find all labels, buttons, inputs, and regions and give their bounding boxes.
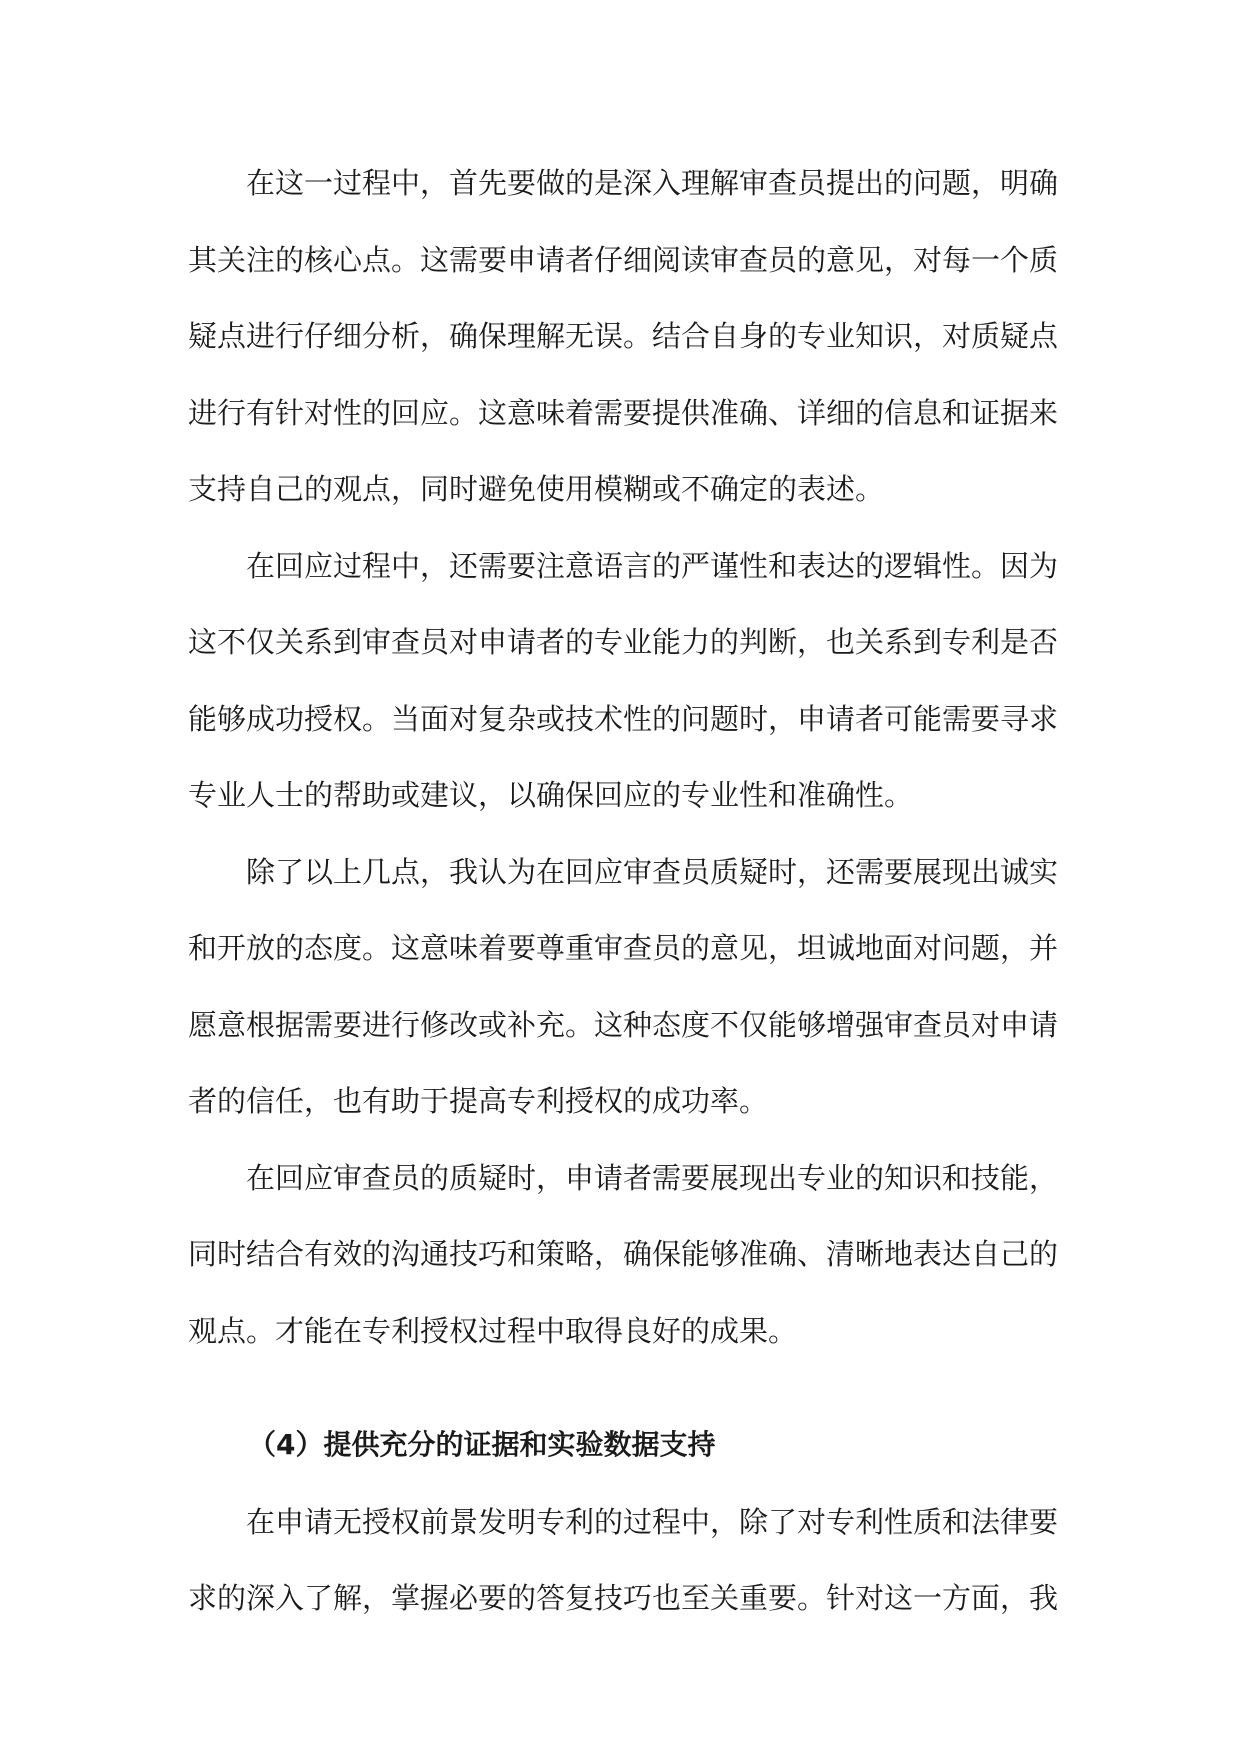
paragraph-2: 在回应过程中，还需要注意语言的严谨性和表达的逻辑性。因为这不仅关系到审查员对申请者的专业能力的判断，也关系到专利是否能够成功授权。当面对复杂或技术性的问题时，申请者可能需要寻求专业人士的帮助或建议，以确保回应的专业性和准确性。 xyxy=(188,548,1059,812)
paragraph-3: 除了以上几点，我认为在回应审查员质疑时，还需要展现出诚实和开放的态度。这意味着要尊重审查员的意见，坦诚地面对问题，并愿意根据需要进行修改或补充。这种态度不仅能够增强审查员对申请者的信任，也有助于提高专利授权的成功率。 xyxy=(188,854,1059,1118)
document-body xyxy=(188,145,1058,1637)
section-heading: （4）提供充分的证据和实验数据支持 xyxy=(248,1428,716,1461)
paragraph-5: 在申请无授权前景发明专利的过程中，除了对专利性质和法律要求的深入了解，掌握必要的答复技巧也至关重要。针对这一方面，我 xyxy=(188,1504,1059,1615)
paragraph-4: 在回应审查员的质疑时，申请者需要展现出专业的知识和技能，同时结合有效的沟通技巧和策略，确保能够准确、清晰地表达自己的观点。才能在专利授权过程中取得良好的成果。 xyxy=(188,1160,1059,1348)
paragraph-1: 在这一过程中，首先要做的是深入理解审查员提出的问题，明确其关注的核心点。这需要申请者仔细阅读审查员的意见，对每一个质疑点进行仔细分析，确保理解无误。结合自身的专业知识，对质疑点进行有针对性的回应。这意味着需要提供准确、详细的信息和证据来支持自己的观点，同时避免使用模糊或不确定的表述。 xyxy=(188,166,1059,506)
